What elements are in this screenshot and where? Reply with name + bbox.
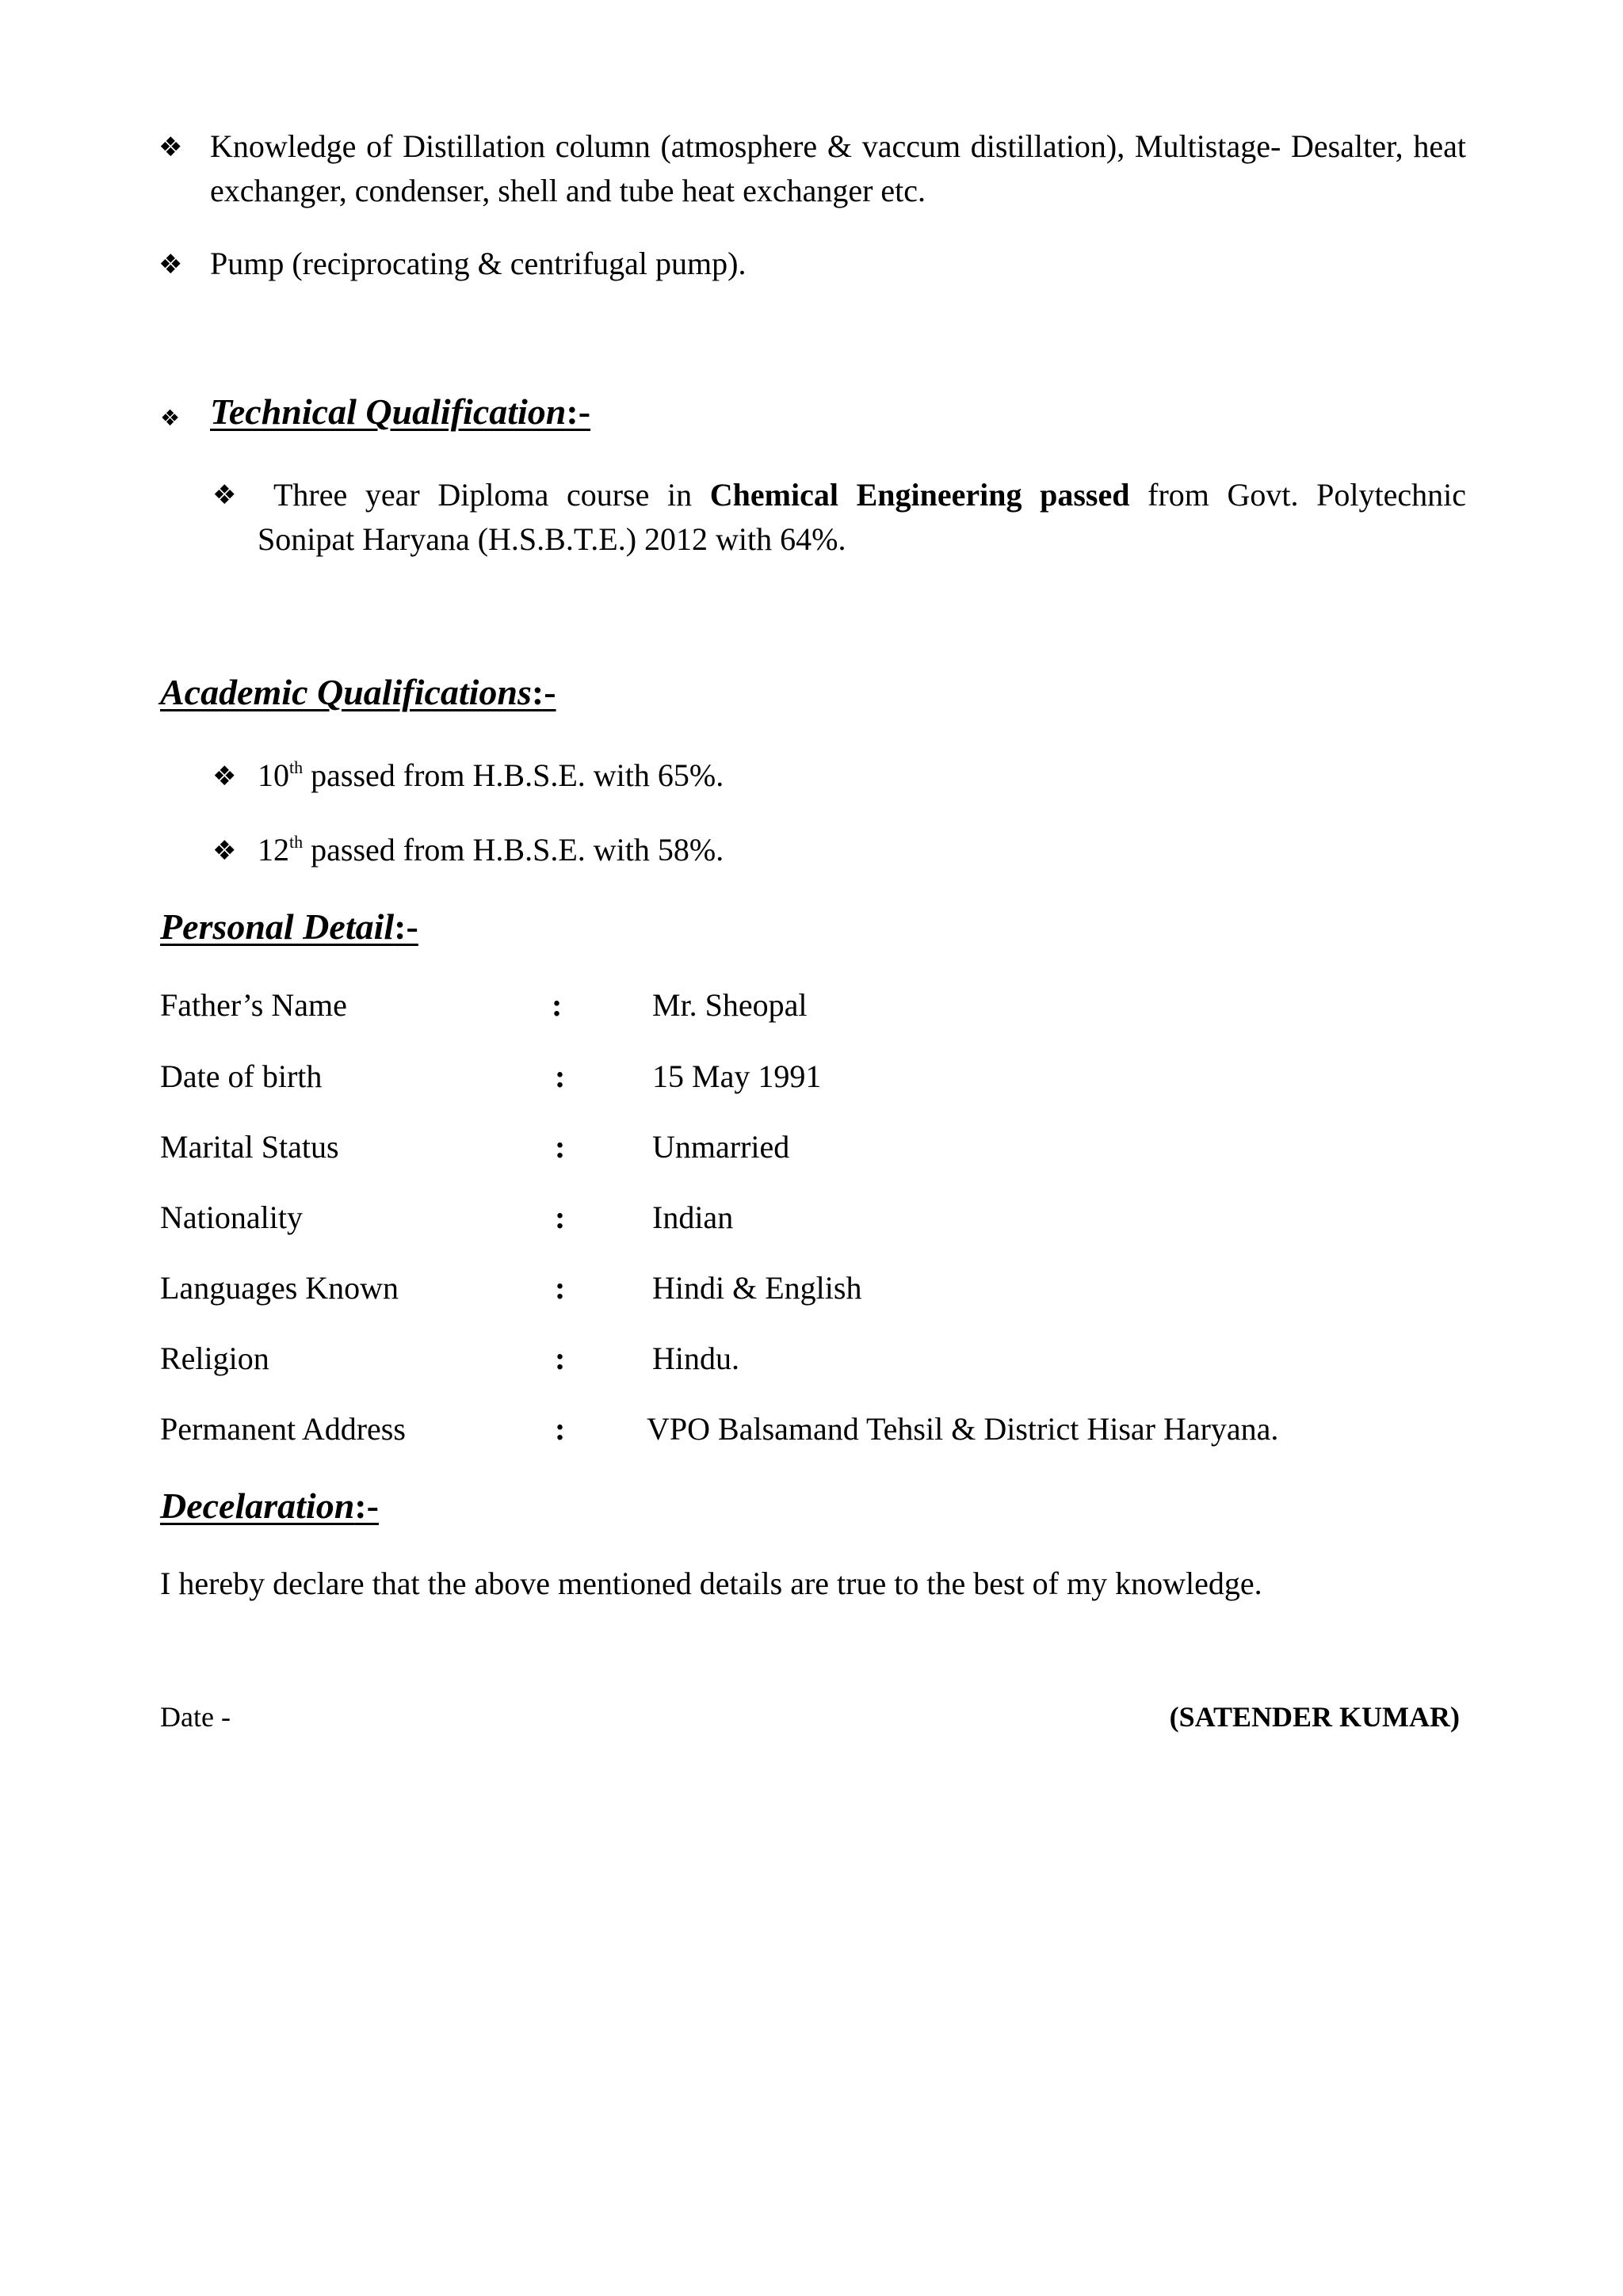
grade-number: 12 <box>258 832 289 868</box>
detail-value: Indian <box>652 1199 734 1235</box>
detail-label: Religion <box>160 1341 269 1376</box>
detail-label: Permanent Address <box>160 1411 406 1447</box>
heading-suffix: :- <box>354 1486 379 1526</box>
academic-item-text: passed from H.B.S.E. with 65%. <box>303 757 724 793</box>
detail-separator: : <box>555 1199 566 1235</box>
personal-detail-heading <box>160 905 418 949</box>
heading-suffix: :- <box>531 672 556 712</box>
academic-item <box>258 828 724 872</box>
four-diamond-bullet-icon: ❖ <box>212 835 237 867</box>
ordinal-suffix: th <box>289 757 304 777</box>
detail-separator: : <box>555 1341 566 1376</box>
detail-separator: : <box>552 987 563 1023</box>
detail-value: Hindu. <box>652 1341 739 1376</box>
item-text-part: Three year Diploma course in <box>273 477 710 513</box>
detail-value: 15 May 1991 <box>652 1058 822 1094</box>
detail-label: Marital Status <box>160 1129 339 1165</box>
technical-qualification-heading <box>210 390 590 434</box>
grade-number: 10 <box>258 757 289 793</box>
ordinal-suffix: th <box>289 832 304 852</box>
detail-value: VPO Balsamand Tehsil & District Hisar Haryana. <box>647 1411 1279 1447</box>
declaration-heading <box>160 1484 379 1528</box>
academic-item-text: passed from H.B.S.E. with 58%. <box>303 832 724 868</box>
four-diamond-bullet-icon: ❖ <box>212 479 237 511</box>
four-diamond-bullet-icon: ❖ <box>212 761 237 792</box>
heading-text: Personal Detail <box>160 906 395 947</box>
technical-qualification-item <box>258 473 1466 562</box>
heading-text: Academic Qualifications <box>160 672 532 712</box>
signature-name: (SATENDER KUMAR) <box>1169 1701 1460 1733</box>
detail-value: Unmarried <box>652 1129 790 1165</box>
item-text-part: from Govt. Polytechnic Sonipat Haryana (H.S.B.T.E.) 2012 with 64%. <box>258 477 1466 557</box>
four-diamond-bullet-icon: ❖ <box>158 132 183 163</box>
detail-label: Languages Known <box>160 1270 399 1306</box>
four-diamond-bullet-icon: ❖ <box>160 405 181 431</box>
detail-label: Nationality <box>160 1199 303 1235</box>
detail-separator: : <box>555 1270 566 1306</box>
detail-separator: : <box>555 1058 566 1094</box>
heading-text: Technical Qualification <box>210 391 567 432</box>
four-diamond-bullet-icon: ❖ <box>158 249 183 280</box>
declaration-text: I hereby declare that the above mentioned details are true to the best of my knowledge. <box>160 1566 1262 1601</box>
detail-label: Date of birth <box>160 1058 323 1094</box>
heading-text: Decelaration <box>160 1486 355 1526</box>
item-bold-part: Chemical Engineering passed <box>709 477 1130 513</box>
academic-qualifications-heading <box>160 670 556 715</box>
detail-label: Father’s Name <box>160 987 347 1023</box>
heading-suffix: :- <box>394 906 418 947</box>
skill-item: Knowledge of Distillation column (atmosphere & vaccum distillation), Multistage- Desalter, heat exchanger, condenser, shell and tube heat exchanger etc. <box>210 128 1466 208</box>
skill-item: Pump (reciprocating & centrifugal pump). <box>210 246 747 281</box>
detail-separator: : <box>555 1129 566 1165</box>
detail-value: Hindi & English <box>652 1270 862 1306</box>
detail-separator: : <box>555 1411 566 1447</box>
date-label: Date - <box>160 1701 231 1733</box>
academic-item <box>258 753 724 798</box>
heading-suffix: :- <box>566 391 591 432</box>
detail-value: Mr. Sheopal <box>652 987 808 1023</box>
